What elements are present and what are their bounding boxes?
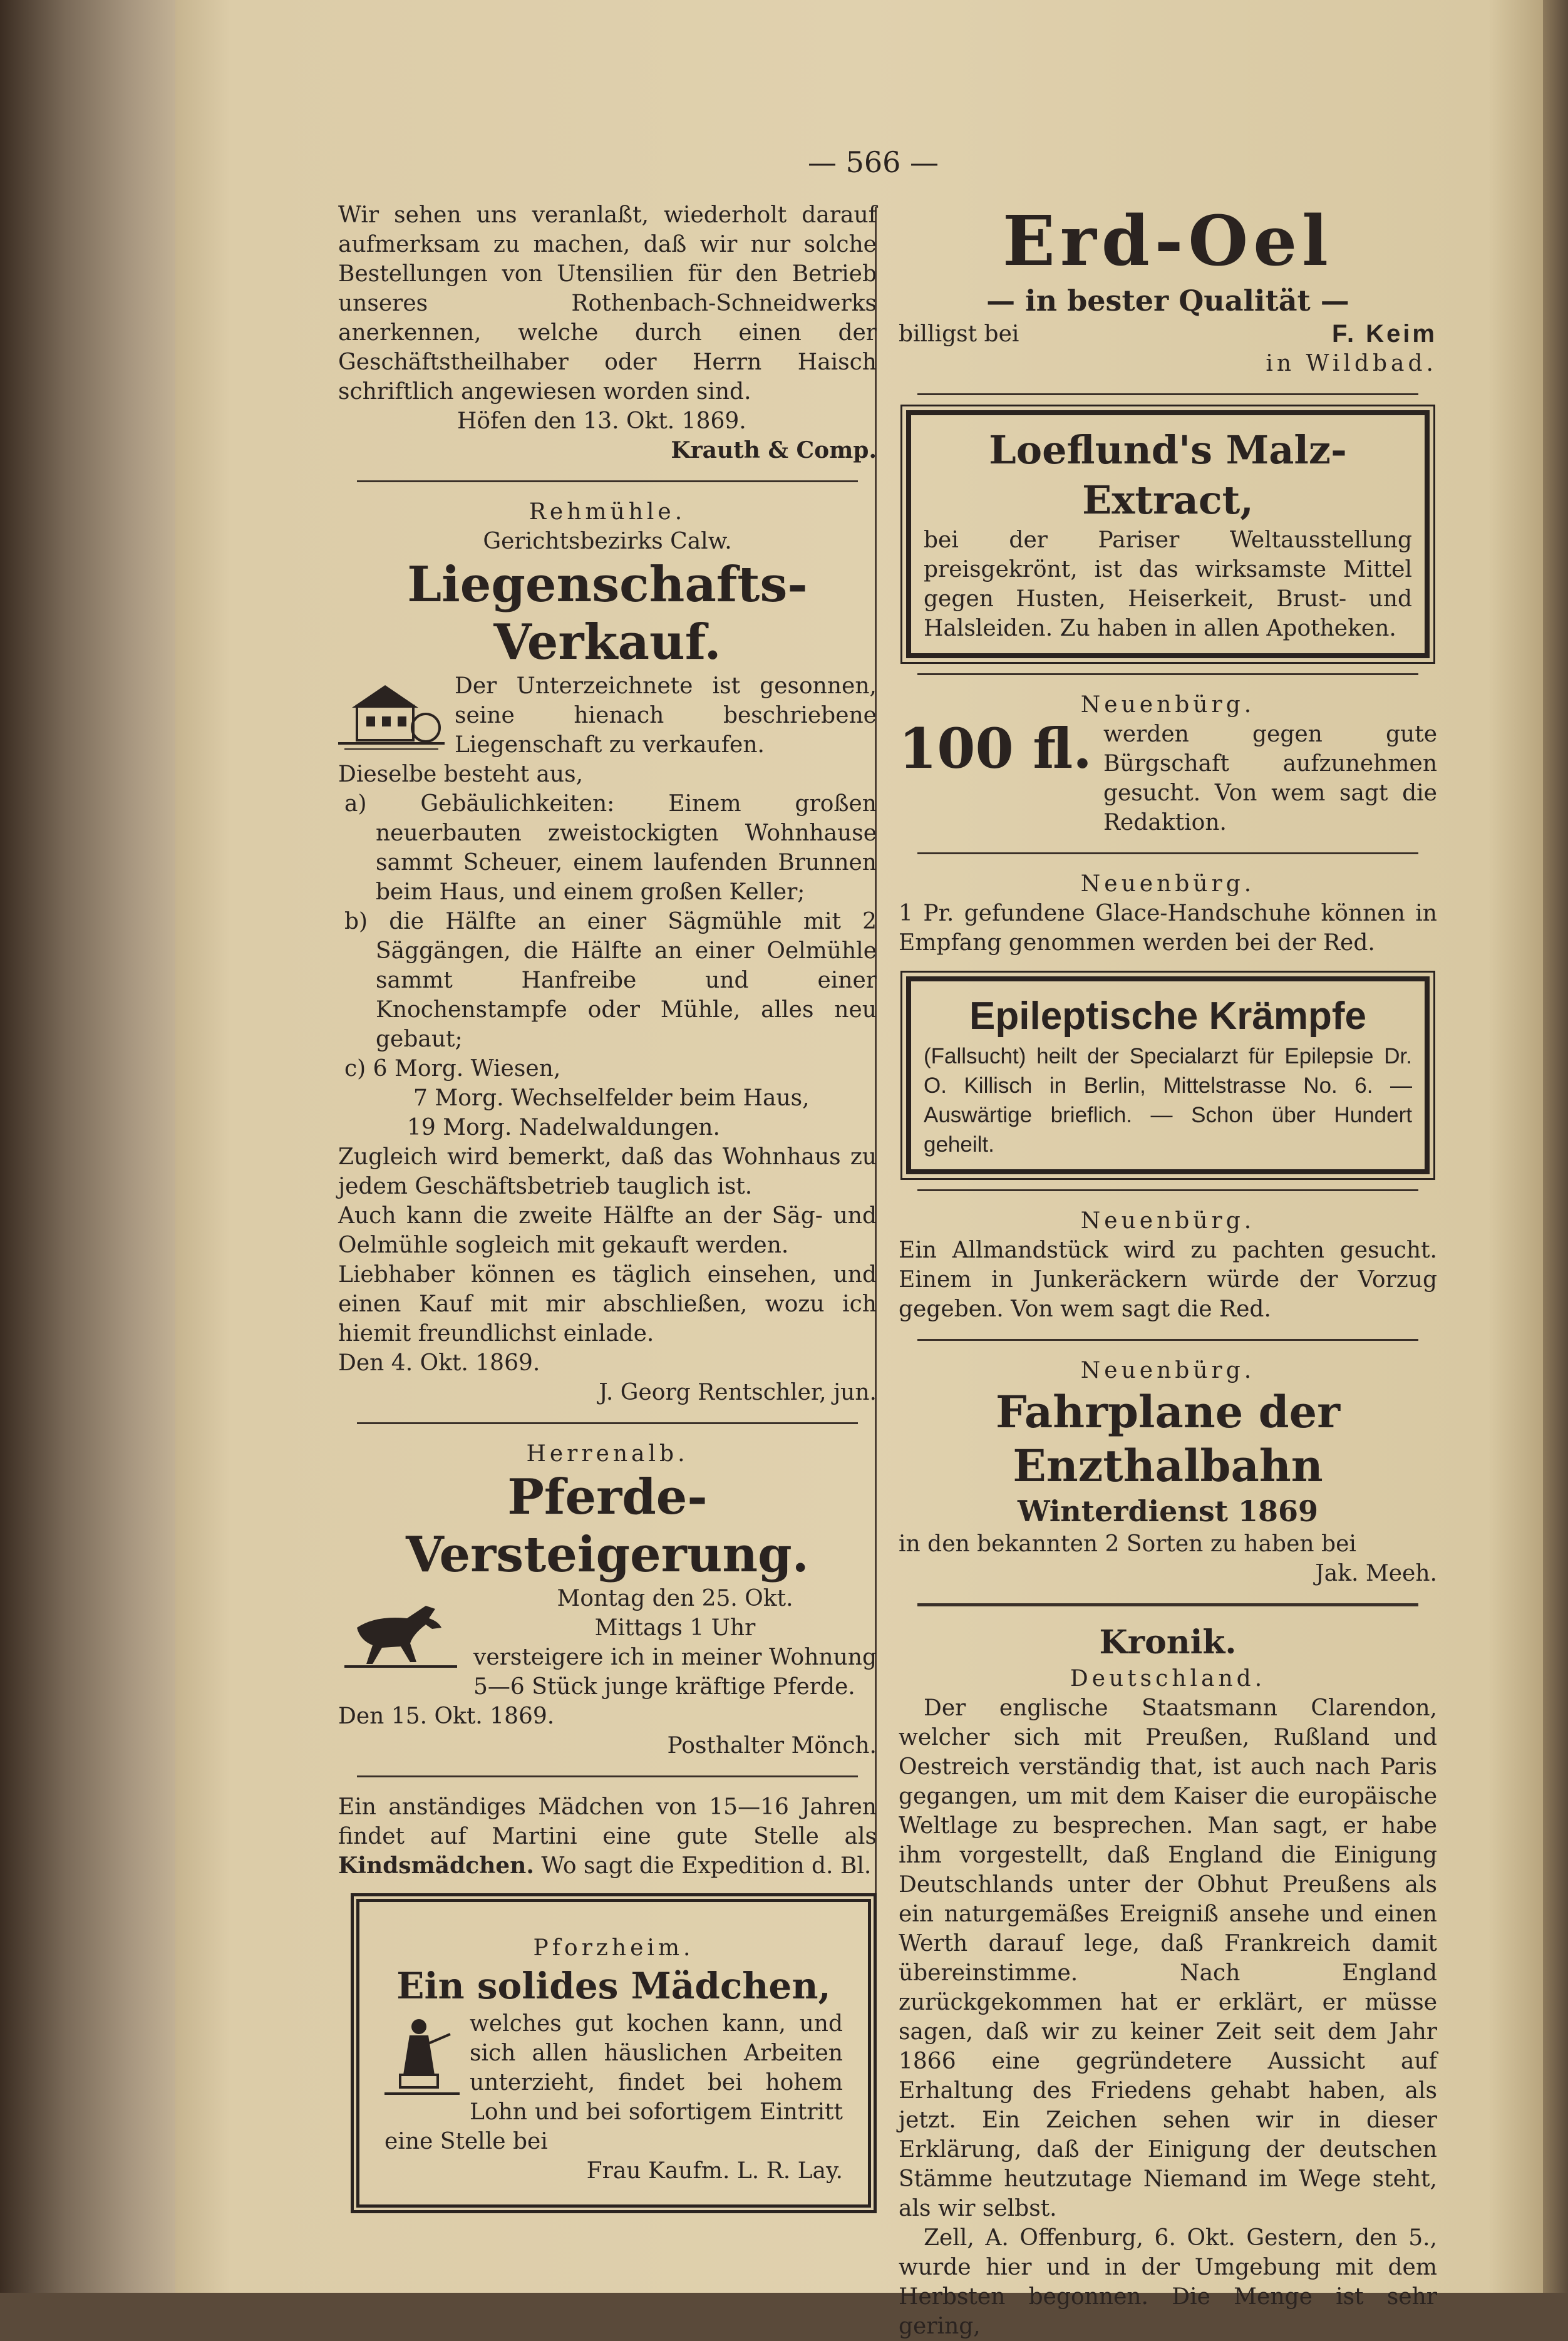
ad-heading: Epileptische Krämpfe (969, 995, 1366, 1038)
notice-heading: Liegenschafts-Verkauf. (407, 556, 808, 671)
ad-heading: Erd-Oel (1003, 200, 1333, 281)
notice-date: Den 15. Okt. 1869. (338, 1703, 555, 1729)
divider (917, 1603, 1418, 1606)
ad-place: Neuenbürg. (1080, 692, 1256, 718)
ad-billig: billigst bei (899, 321, 1019, 347)
notice-place: Herrenalb. (526, 1441, 689, 1467)
auction-date: Montag den 25. Okt. (557, 1586, 793, 1611)
notice-pferde (338, 1439, 877, 1760)
right-page-edge (1543, 0, 1568, 2293)
list-item: c) 6 Morg. Wiesen, (344, 1056, 561, 1082)
notice-heading: Pferde-Versteigerung. (406, 1469, 809, 1583)
divider (357, 1422, 858, 1424)
chronicle-paragraph: Der englische Staatsmann Clarendon, welcher sich mit Preußen, Rußland und Oestreich verständig that, ist auch nach Paris gegangen, um mit dem Kaiser die europäische Weltlage zu besprechen. Man sagt, er habe ihm vorgestellt, daß England die Einigung Deutschlands unter der Obhut Preußens als ein naturgemäßes Ereigniß ansehe und einen Werth darauf lege, daß Frankreich damit übereinstimme. Nach England zurückgekommen hat er erklärt, er müsse sagen, daß wir zu keiner Zeit seit dem Jahr 1866 eine gegründetere Aussicht auf Erhaltung des Friedens gehabt haben, als jetzt. Ein Zeichen sehen wir in dieser Erklärung, daß der Einigung der deutschen Stämme heutzutage Niemand im Wege steht, als wir selbst. (899, 1695, 1437, 2221)
ad-place: in Wildbad. (1266, 351, 1437, 376)
notice-paragraph: Auch kann die zweite Hälfte an der Säg- und Oelmühle sogleich mit gekauft werden. (338, 1203, 877, 1258)
ad-place: Neuenbürg. (1080, 871, 1256, 897)
notice-place: Rehmühle. (529, 499, 686, 525)
notice-paragraph: Zugleich wird bemerkt, daß das Wohnhaus zu jedem Geschäftsbetrieb tauglich ist. (338, 1144, 877, 1199)
ad-100fl (899, 690, 1437, 837)
chronicle-heading: Kronik. (1099, 1623, 1237, 1661)
ad-place: Neuenbürg. (1080, 1208, 1256, 1234)
ad-malzextract-box (906, 410, 1430, 658)
list-item: b) die Hälfte an einer Sägmühle mit 2 Säggängen, die Hälfte an einer Oelmühle sammt Hanfreibe und einer Knochenstampfe oder Mühle, alles neu gebaut; (344, 909, 877, 1052)
ad-amount: 100 fl. (899, 716, 1092, 781)
notice-kindsmaedchen (338, 1792, 877, 1881)
divider (917, 852, 1418, 854)
ad-handschuhe (899, 869, 1437, 958)
ad-signature: Jak. Meeh. (1315, 1561, 1437, 1586)
horse-icon (338, 1590, 463, 1672)
ad-allmand (899, 1206, 1437, 1324)
notice-date: Höfen den 13. Okt. 1869. (457, 408, 746, 434)
notice-body (338, 1792, 877, 1881)
ad-body: werden gegen gute Bürgschaft aufzunehmen gesucht. Von wem sagt die Redaktion. (1103, 721, 1437, 835)
maid-figure-icon (384, 2015, 460, 2103)
ad-body: Ein Allmandstück wird zu pachten gesucht. Einem in Junkeräckern würde der Vorzug gegeben. Von wem sagt die Red. (899, 1238, 1437, 1322)
list-item: 7 Morg. Wechselfelder beim Haus, (413, 1085, 810, 1111)
notice-liegenschaft (338, 497, 877, 1407)
notice-body: Wir sehen uns veranlaßt, wiederholt darauf aufmerksam zu machen, daß wir nur solche Bestellungen von Utensilien für den Betrieb unseres Rothenbach-Schneidwerks anerkennen, welche durch einen der Geschäftstheilhaber oder Herrn Haisch schriftlich angewiesen worden sind. (338, 202, 877, 405)
notice-signature: Frau Kaufm. L. R. Lay. (586, 2158, 843, 2184)
notice-signature: Posthalter Mönch. (667, 1733, 877, 1759)
right-column (899, 200, 1437, 2341)
notice-pforzheim-box (351, 1893, 877, 2213)
divider (917, 393, 1418, 395)
ad-subheading: Winterdienst 1869 (1017, 1494, 1319, 1528)
divider (917, 1189, 1418, 1191)
ad-epilepsie-box (906, 976, 1430, 1174)
divider (357, 480, 858, 482)
mill-house-icon (338, 678, 445, 753)
divider (917, 673, 1418, 675)
notice-date: Den 4. Okt. 1869. (338, 1350, 540, 1376)
ad-place: Neuenbürg. (1080, 1358, 1256, 1383)
ad-body: in den bekannten 2 Sorten zu haben bei (899, 1531, 1356, 1557)
notice-signature: Krauth & Comp. (671, 437, 877, 463)
divider (357, 1775, 858, 1777)
list-item: a) Gebäulichkeiten: Einem großen neuerbauten zweistockigten Wohnhause sammt Scheuer, einem laufenden Brunnen beim Haus, und einem großen Keller; (344, 791, 877, 905)
chronicle-country: Deutschland. (1070, 1666, 1266, 1692)
ad-body: bei der Pariser Weltausstellung preisgekrönt, ist das wirksamste Mittel gegen Husten, Heiserkeit, Brust- und Halsleiden. Zu haben in allen Apotheken. (924, 527, 1412, 641)
ad-line (899, 319, 1437, 349)
ad-erdoel (899, 200, 1437, 378)
notice-signature: J. Georg Rentschler, jun. (599, 1380, 877, 1405)
notice-keyword: Kindsmädchen. (338, 1853, 534, 1879)
list-item: 19 Morg. Nadelwaldungen. (407, 1115, 720, 1140)
ad-body: (Fallsucht) heilt der Specialarzt für Epilepsie Dr. O. Killisch in Berlin, Mittelstrasse No. 6. — Auswärtige brieflich. — Schon über Hundert geheilt. (924, 1044, 1412, 1157)
ad-heading: Loeflund's Malz-Extract, (989, 427, 1347, 523)
ad-amount-row (899, 716, 1437, 837)
notice-paragraph: Liebhaber können es täglich einsehen, und einen Kauf mit mir abschließen, wozu ich hiemit freundlichst einlade. (338, 1262, 877, 1346)
left-column (338, 200, 877, 2213)
ad-body: 1 Pr. gefundene Glace-Handschuhe können in Empfang genommen werden bei der Red. (899, 901, 1437, 956)
ad-heading: Fahrplane der Enzthalbahn (995, 1386, 1341, 1492)
auction-time: Mittags 1 Uhr (594, 1615, 756, 1641)
notice-place: Pforzheim. (533, 1935, 694, 1961)
notice-body: welches gut kochen kann, und sich allen häuslichen Arbeiten unterzieht, findet bei hohem Lohn und bei sofortigem Eintritt eine Stelle bei (384, 2011, 843, 2154)
chronicle-paragraph: Zell, A. Offenburg, 6. Okt. Gestern, den 5., wurde hier und in der Umgebung mit dem Herbsten begonnen. Die Menge ist sehr gering, (899, 2225, 1437, 2339)
notice-heading: Ein solides Mädchen, (396, 1965, 831, 2007)
ad-subheading: — in bester Qualität — (986, 284, 1349, 318)
notice-text: Wo sagt die Expedition d. Bl. (534, 1853, 872, 1879)
notice-district: Gerichtsbezirks Calw. (483, 529, 732, 554)
notice-intro: Der Unterzeichnete ist gesonnen, seine hienach beschriebene Liegenschaft zu verkaufen. (455, 673, 877, 758)
notice-krauth (338, 200, 877, 465)
chronicle-section (899, 1621, 1437, 2341)
notice-body: versteigere ich in meiner Wohnung 5—6 Stück junge kräftige Pferde. (473, 1645, 877, 1700)
notice-text: Ein anständiges Mädchen von 15—16 Jahren findet auf Martini eine gute Stelle als (338, 1794, 877, 1849)
page-number: — 566 — (808, 145, 939, 179)
ad-firm: F. Keim (1331, 320, 1437, 348)
notice-consists: Dieselbe besteht aus, (338, 762, 584, 787)
ad-fahrplan (899, 1356, 1437, 1588)
book-binding-edge (0, 0, 188, 2293)
divider (917, 1339, 1418, 1341)
